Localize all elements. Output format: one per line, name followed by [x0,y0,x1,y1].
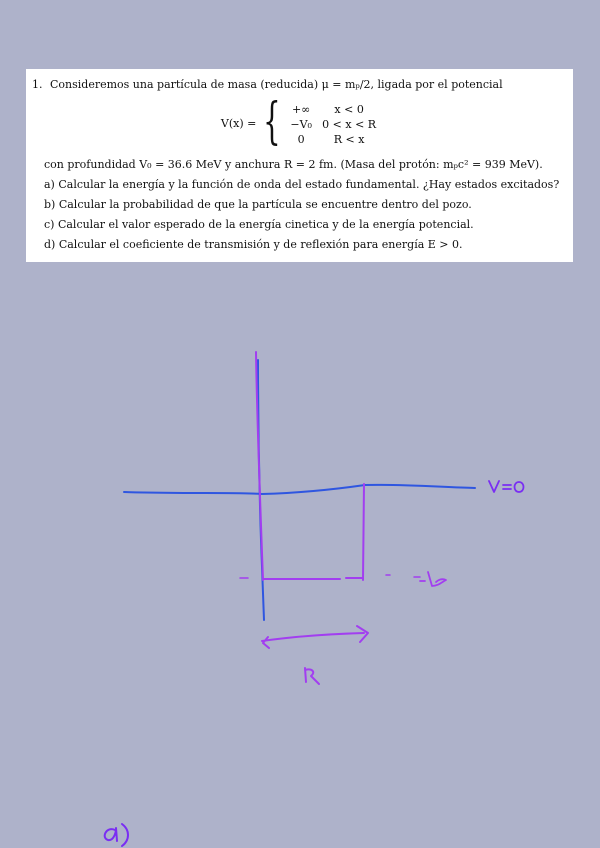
question-c: c) Calcular el valor esperado de la energía cinetica y de la energía potencial. [44,218,474,231]
label-part-a-stroke [105,824,128,846]
case-condition: 0 < x < R [322,117,377,131]
question-b: b) Calcular la probabilidad de que la partícula se encuentre dentro del pozo. [44,198,472,211]
left-brace: { [263,92,282,150]
case-value: −V₀ [290,117,312,131]
infinite-wall-line [256,352,263,580]
question-a: a) Calcular la energía y la función de onda del estado fundamental. ¿Hay estados excitados? [44,178,560,191]
problem-number: 1. [32,78,43,91]
width-arrow [262,626,368,648]
well-bottom-line [264,578,362,579]
question-d: d) Calcular el coeficiente de transmisión y de reflexión para energía E > 0. [44,238,463,251]
case-condition: x < 0 [334,102,364,116]
well-right-wall [363,484,364,580]
label-R-stroke [305,668,319,684]
potential-label: V(x) = [220,117,257,130]
label-minus-v0-stroke [420,572,446,586]
potential-zero-line [124,485,475,494]
problem-intro-text: Consideremos una partícula de masa (reducida) μ = mₚ/2, ligada por el potencial [50,78,503,91]
problem-data-line: con profundidad V₀ = 36.6 MeV y anchura R = 2 fm. (Masa del protón: mₚc² = 939 MeV). [44,158,543,171]
case-condition: R < x [333,132,365,146]
case-value: +∞ [291,102,311,116]
case-value: 0 [297,132,305,146]
label-v0-zero-stroke [489,481,524,492]
